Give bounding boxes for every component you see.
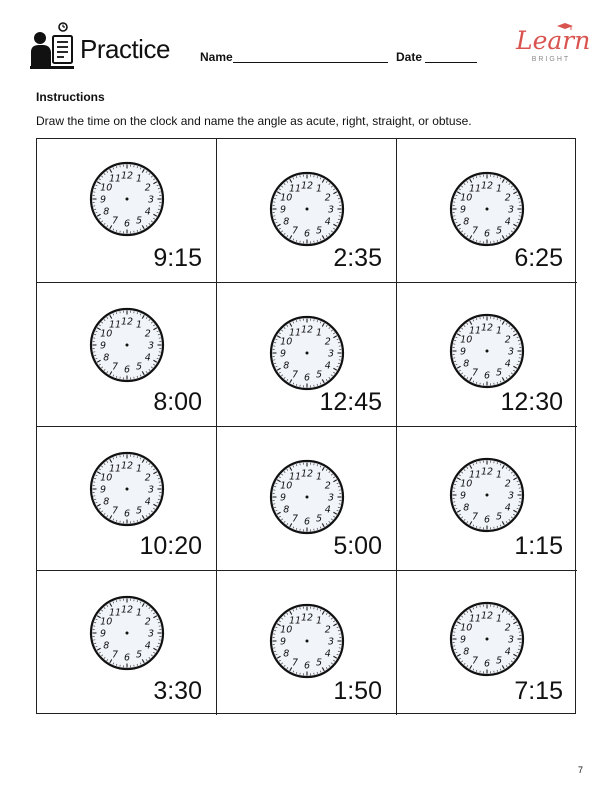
clock-number: 10 xyxy=(280,480,293,492)
clock-center-dot xyxy=(126,632,129,635)
clock-number: 1 xyxy=(135,319,143,331)
clock-number: 9 xyxy=(459,346,467,358)
page-header xyxy=(0,0,612,80)
clock-number: 5 xyxy=(315,657,323,669)
clock-number: 1 xyxy=(135,173,143,185)
clock-number: 11 xyxy=(288,183,302,195)
clock-number: 3 xyxy=(147,340,155,352)
clock-icon[interactable] xyxy=(449,457,525,533)
clock-number: 8 xyxy=(103,640,110,652)
clock-number: 9 xyxy=(279,492,287,504)
clock-number: 2 xyxy=(144,472,151,484)
clock-icon[interactable] xyxy=(449,601,525,677)
clock-icon[interactable] xyxy=(89,307,165,383)
clock-number: 7 xyxy=(111,505,119,517)
clock-number: 10 xyxy=(280,336,293,348)
clock-number: 12 xyxy=(480,180,494,192)
clock-number: 12 xyxy=(120,316,134,328)
clock-number: 2 xyxy=(504,192,511,204)
logo-subtext: BRIGHT xyxy=(531,56,571,63)
clock-number: 4 xyxy=(504,646,511,658)
clock-number: 2 xyxy=(504,622,511,634)
clock-number: 3 xyxy=(327,348,335,360)
clock-number: 2 xyxy=(144,616,151,628)
clock-number: 4 xyxy=(324,504,331,516)
clock-number: 1 xyxy=(495,183,503,195)
clock-number: 5 xyxy=(495,511,503,523)
clock-number: 3 xyxy=(147,484,155,496)
clock-cell xyxy=(217,283,397,427)
clock-number: 2 xyxy=(144,182,151,194)
clock-time-label: 6:25 xyxy=(514,244,563,272)
clock-number: 11 xyxy=(288,615,302,627)
clock-number: 11 xyxy=(288,327,302,339)
clock-number: 9 xyxy=(459,204,467,216)
clock-number: 5 xyxy=(315,369,323,381)
clock-number: 10 xyxy=(280,624,293,636)
clock-time-label: 9:15 xyxy=(153,244,202,272)
clock-number: 11 xyxy=(288,471,302,483)
clock-center-dot xyxy=(126,488,129,491)
clock-number: 8 xyxy=(463,216,470,228)
clock-number: 4 xyxy=(144,352,151,364)
clock-number: 7 xyxy=(111,649,119,661)
clock-time-label: 12:30 xyxy=(500,388,563,416)
clock-icon[interactable] xyxy=(89,161,165,237)
clock-number: 8 xyxy=(283,648,290,660)
clock-number: 5 xyxy=(315,513,323,525)
clock-number: 2 xyxy=(324,336,331,348)
clock-cell xyxy=(397,427,577,571)
clock-icon[interactable] xyxy=(449,171,525,247)
clock-number: 12 xyxy=(120,460,134,472)
clock-center-dot xyxy=(486,494,489,497)
clock-number: 3 xyxy=(327,204,335,216)
clock-number: 5 xyxy=(135,505,143,517)
clock-icon[interactable] xyxy=(449,313,525,389)
clock-number: 7 xyxy=(111,215,119,227)
clock-number: 5 xyxy=(495,225,503,237)
clock-number: 3 xyxy=(507,204,515,216)
clock-time-label: 1:50 xyxy=(333,677,382,705)
clock-number: 4 xyxy=(324,648,331,660)
clock-number: 6 xyxy=(123,652,131,664)
clock-number: 8 xyxy=(463,358,470,370)
clock-icon[interactable] xyxy=(89,451,165,527)
clock-number: 1 xyxy=(315,615,323,627)
clock-number: 7 xyxy=(291,513,299,525)
clock-number: 12 xyxy=(300,180,314,192)
clock-number: 3 xyxy=(327,636,335,648)
clock-number: 12 xyxy=(480,610,494,622)
clock-number: 8 xyxy=(463,646,470,658)
clock-number: 5 xyxy=(135,649,143,661)
clock-number: 7 xyxy=(471,367,479,379)
clock-number: 3 xyxy=(327,492,335,504)
clock-number: 6 xyxy=(303,660,311,672)
clock-number: 7 xyxy=(471,655,479,667)
clock-cell xyxy=(397,139,577,283)
clock-number: 12 xyxy=(120,170,134,182)
clock-number: 6 xyxy=(483,370,491,382)
clock-number: 7 xyxy=(111,361,119,373)
clock-number: 8 xyxy=(283,216,290,228)
clock-number: 1 xyxy=(315,471,323,483)
clock-number: 11 xyxy=(108,607,122,619)
clock-number: 8 xyxy=(103,352,110,364)
clock-number: 11 xyxy=(468,183,482,195)
clock-cell xyxy=(217,427,397,571)
clock-number: 1 xyxy=(495,469,503,481)
clock-number: 3 xyxy=(507,490,515,502)
clock-number: 5 xyxy=(495,655,503,667)
clock-center-dot xyxy=(306,352,309,355)
clock-number: 2 xyxy=(144,328,151,340)
clock-center-dot xyxy=(126,198,129,201)
clock-number: 3 xyxy=(507,346,515,358)
clock-time-label: 2:35 xyxy=(333,244,382,272)
clock-number: 6 xyxy=(483,228,491,240)
clock-number: 9 xyxy=(459,490,467,502)
clock-number: 2 xyxy=(324,480,331,492)
clock-number: 10 xyxy=(100,616,113,628)
clock-number: 9 xyxy=(279,348,287,360)
clock-number: 9 xyxy=(279,204,287,216)
clock-number: 8 xyxy=(283,360,290,372)
clock-center-dot xyxy=(306,208,309,211)
clock-cell xyxy=(37,427,217,571)
date-label: Date xyxy=(396,50,423,64)
clock-center-dot xyxy=(486,208,489,211)
clock-number: 5 xyxy=(315,225,323,237)
clock-number: 3 xyxy=(147,628,155,640)
clock-number: 7 xyxy=(471,225,479,237)
clock-icon[interactable] xyxy=(89,595,165,671)
instructions-text: Draw the time on the clock and name the angle as acute, right, straight, or obtuse. xyxy=(36,114,472,128)
clock-number: 8 xyxy=(103,496,110,508)
clock-number: 6 xyxy=(123,508,131,520)
clock-time-label: 1:15 xyxy=(514,532,563,560)
clock-number: 12 xyxy=(480,466,494,478)
clock-center-dot xyxy=(486,638,489,641)
clock-number: 10 xyxy=(460,622,473,634)
clock-number: 4 xyxy=(324,216,331,228)
clock-number: 8 xyxy=(283,504,290,516)
clock-number: 12 xyxy=(120,604,134,616)
clock-center-dot xyxy=(486,350,489,353)
clock-number: 9 xyxy=(99,194,107,206)
clock-time-label: 10:20 xyxy=(139,532,202,560)
clock-number: 11 xyxy=(108,173,122,185)
clock-number: 11 xyxy=(468,325,482,337)
clock-number: 4 xyxy=(144,206,151,218)
clock-number: 3 xyxy=(147,194,155,206)
practice-person-icon xyxy=(30,22,74,70)
clock-number: 12 xyxy=(480,322,494,334)
clock-number: 6 xyxy=(303,516,311,528)
clock-number: 11 xyxy=(468,469,482,481)
clock-number: 6 xyxy=(303,372,311,384)
logo-text: Learn xyxy=(516,26,591,55)
clock-cell xyxy=(37,139,217,283)
clock-icon[interactable] xyxy=(269,315,345,391)
date-field[interactable] xyxy=(425,62,477,63)
clock-number: 10 xyxy=(100,182,113,194)
clock-number: 1 xyxy=(495,325,503,337)
page-title: Practice xyxy=(80,34,170,64)
clock-number: 10 xyxy=(100,472,113,484)
clock-cell xyxy=(37,571,217,715)
clock-icon[interactable] xyxy=(269,603,345,679)
clock-number: 6 xyxy=(483,514,491,526)
clock-number: 11 xyxy=(108,463,122,475)
clock-cell xyxy=(397,571,577,715)
instructions-heading: Instructions xyxy=(36,90,105,104)
clock-number: 8 xyxy=(463,502,470,514)
clock-number: 9 xyxy=(99,628,107,640)
clock-number: 8 xyxy=(103,206,110,218)
clock-number: 11 xyxy=(108,319,122,331)
clock-number: 7 xyxy=(471,511,479,523)
clock-icon[interactable] xyxy=(269,171,345,247)
clock-number: 4 xyxy=(504,502,511,514)
page-number: 7 xyxy=(578,765,584,775)
clock-number: 1 xyxy=(135,607,143,619)
clock-time-label: 8:00 xyxy=(153,388,202,416)
clock-number: 10 xyxy=(280,192,293,204)
name-label: Name xyxy=(200,50,233,64)
clock-cell xyxy=(217,139,397,283)
clock-number: 4 xyxy=(144,496,151,508)
clock-number: 1 xyxy=(135,463,143,475)
clock-number: 12 xyxy=(300,468,314,480)
clock-number: 2 xyxy=(504,334,511,346)
clock-number: 6 xyxy=(483,658,491,670)
clock-number: 4 xyxy=(144,640,151,652)
clock-number: 9 xyxy=(459,634,467,646)
clock-number: 6 xyxy=(123,218,131,230)
clock-number: 4 xyxy=(324,360,331,372)
clock-number: 5 xyxy=(495,367,503,379)
clock-number: 10 xyxy=(100,328,113,340)
clock-number: 1 xyxy=(315,327,323,339)
clock-number: 3 xyxy=(507,634,515,646)
clock-number: 6 xyxy=(303,228,311,240)
clock-number: 7 xyxy=(291,369,299,381)
clock-number: 12 xyxy=(300,612,314,624)
clock-cell xyxy=(397,283,577,427)
clock-number: 1 xyxy=(315,183,323,195)
clock-time-label: 12:45 xyxy=(319,388,382,416)
clock-number: 6 xyxy=(123,364,131,376)
clock-number: 9 xyxy=(279,636,287,648)
name-field[interactable] xyxy=(233,62,388,63)
clock-number: 4 xyxy=(504,216,511,228)
clock-grid xyxy=(36,138,576,714)
clock-time-label: 3:30 xyxy=(153,677,202,705)
learn-bright-logo xyxy=(516,22,591,66)
clock-number: 10 xyxy=(460,192,473,204)
clock-number: 2 xyxy=(324,192,331,204)
clock-time-label: 5:00 xyxy=(333,532,382,560)
clock-cell xyxy=(37,283,217,427)
clock-number: 2 xyxy=(504,478,511,490)
clock-number: 10 xyxy=(460,334,473,346)
clock-number: 11 xyxy=(468,613,482,625)
clock-number: 9 xyxy=(99,340,107,352)
clock-icon[interactable] xyxy=(269,459,345,535)
clock-number: 12 xyxy=(300,324,314,336)
clock-number: 1 xyxy=(495,613,503,625)
clock-number: 5 xyxy=(135,215,143,227)
clock-number: 2 xyxy=(324,624,331,636)
clock-number: 4 xyxy=(504,358,511,370)
clock-time-label: 7:15 xyxy=(514,677,563,705)
clock-center-dot xyxy=(306,496,309,499)
clock-number: 5 xyxy=(135,361,143,373)
clock-number: 10 xyxy=(460,478,473,490)
clock-number: 7 xyxy=(291,225,299,237)
clock-center-dot xyxy=(126,344,129,347)
clock-center-dot xyxy=(306,640,309,643)
clock-number: 9 xyxy=(99,484,107,496)
clock-cell xyxy=(217,571,397,715)
clock-number: 7 xyxy=(291,657,299,669)
